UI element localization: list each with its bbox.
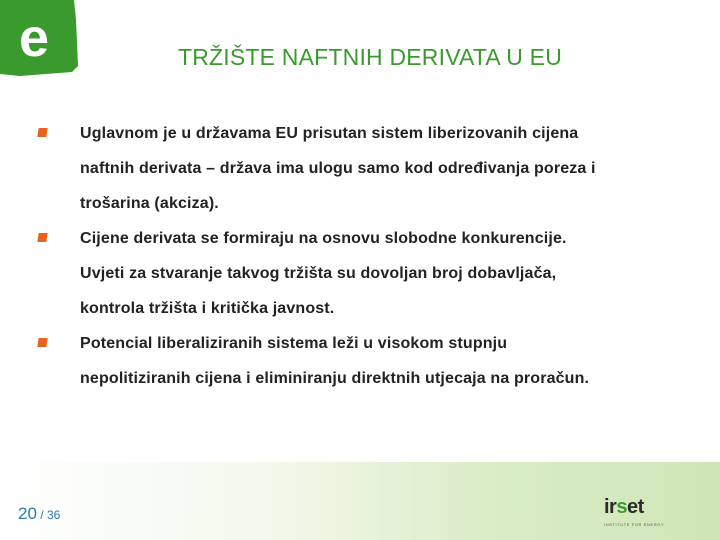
bullet-line: Uglavnom je u državama EU prisutan sistem liberizovanih cijena: [80, 125, 579, 142]
bullet-item: [38, 221, 678, 326]
irset-logo: [604, 496, 676, 532]
bullet-line: naftnih derivata – država ima ulogu samo kod određivanja poreza i: [80, 160, 596, 177]
slide-title: TRŽIŠTE NAFTNIH DERIVATA U EU: [177, 44, 563, 70]
page-number: [18, 504, 60, 524]
bullet-list: [38, 116, 678, 396]
bullet-line: trošarina (akciza).: [80, 195, 219, 212]
brand-tagline: INSTITUTE FOR ENERGY: [604, 522, 665, 527]
bullet-line: kontrola tržišta i kritička javnost.: [80, 300, 335, 317]
logo-letter: e: [18, 8, 50, 68]
page-total: 36: [46, 508, 61, 522]
bullet-line: Potencial liberaliziranih sistema leži u visokom stupnju: [80, 335, 508, 352]
bullet-line: Uvjeti za stvaranje takvog tržišta su dovoljan broj dobavljača,: [80, 265, 557, 282]
bullet-line: nepolitiziranih cijena i eliminiranju direktnih utjecaja na proračun.: [80, 370, 590, 387]
e-logo-icon: [0, 0, 78, 76]
bullet-marker-icon: [37, 233, 47, 242]
bullet-line: Cijene derivata se formiraju na osnovu slobodne konkurencije.: [80, 230, 567, 247]
bullet-marker-icon: [37, 128, 47, 137]
bullet-item: [38, 326, 678, 396]
bullet-item: [38, 116, 678, 221]
bullet-marker-icon: [37, 338, 47, 347]
brand-wordmark: irset: [604, 496, 644, 518]
page-separator: /: [36, 508, 47, 522]
page-current: 20: [18, 504, 37, 523]
